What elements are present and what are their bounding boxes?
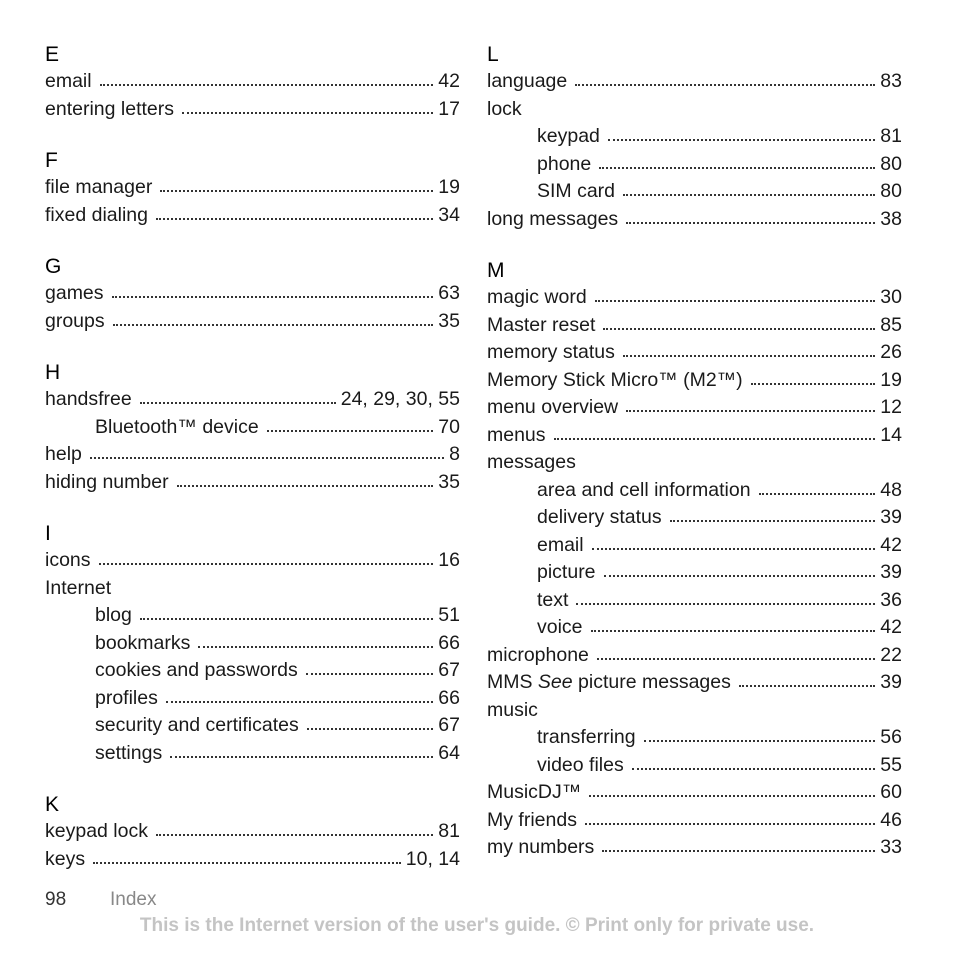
entry-label: Master reset <box>487 313 596 336</box>
index-subentry <box>45 414 460 442</box>
entry-label: security and certificates <box>95 714 299 736</box>
entry-page: 30 <box>880 286 902 308</box>
entry-label: keys <box>45 847 86 870</box>
copyright-note: This is the Internet version of the user's guide. © Print only for private use. <box>139 915 815 936</box>
entry-label: memory status <box>487 341 615 363</box>
index-entry <box>487 312 902 340</box>
index-subentry <box>45 602 460 630</box>
index-letter-g: G <box>45 255 62 278</box>
dot-leader <box>156 832 433 836</box>
index-subentry <box>487 504 902 532</box>
index-subentry <box>487 559 902 587</box>
dot-leader <box>113 322 434 326</box>
entry-page: 70 <box>438 415 460 438</box>
entry-label: cookies and passwords <box>95 659 298 681</box>
entry-label: hiding number <box>45 470 169 493</box>
entry-label: Bluetooth™ device <box>95 415 259 438</box>
entry-page: 63 <box>438 282 460 304</box>
entry-page: 55 <box>880 753 902 776</box>
dot-leader <box>112 294 434 298</box>
index-letter-e: E <box>45 43 60 66</box>
dot-leader <box>170 754 433 758</box>
index-entry <box>45 174 460 202</box>
entry-label: blog <box>95 604 132 626</box>
entry-page: 64 <box>438 741 460 764</box>
section-name: Index <box>110 889 157 910</box>
dot-leader <box>632 766 876 770</box>
index-entry <box>45 280 460 308</box>
entry-page: 60 <box>880 781 902 803</box>
entry-page: 67 <box>438 714 460 736</box>
entry-label: magic word <box>487 286 587 308</box>
entry-page: 81 <box>880 125 902 147</box>
entry-label: long messages <box>487 207 619 230</box>
index-subentry <box>45 740 460 768</box>
entry-label: Internet <box>45 576 112 599</box>
entry-page: 12 <box>880 396 902 418</box>
entry-label: games <box>45 282 104 304</box>
entry-label: My friends <box>487 808 577 831</box>
entry-label: phone <box>537 152 592 175</box>
index-subentry <box>45 657 460 685</box>
index-entry <box>487 642 902 670</box>
entry-label: music <box>487 698 538 721</box>
entry-page: 42 <box>880 616 902 638</box>
dot-leader <box>99 561 434 565</box>
entry-label: email <box>537 533 584 556</box>
entry-page: 39 <box>880 671 902 693</box>
index-entry <box>45 818 460 846</box>
dot-leader <box>626 220 875 224</box>
dot-leader <box>759 491 876 495</box>
entry-page: 26 <box>880 341 902 363</box>
entry-page: 83 <box>880 70 902 92</box>
entry-page: 81 <box>438 820 460 842</box>
entry-page: 56 <box>880 726 902 748</box>
entry-label: bookmarks <box>95 631 191 654</box>
dot-leader <box>599 165 875 169</box>
entry-label: Memory Stick Micro™ (M2™) <box>487 368 743 391</box>
index-subentry <box>487 151 902 179</box>
dot-leader <box>575 82 875 86</box>
index-entry <box>45 308 460 336</box>
dot-leader <box>140 400 336 404</box>
dot-leader <box>306 671 434 675</box>
dot-leader <box>177 483 434 487</box>
entry-page: 80 <box>880 152 902 175</box>
entry-label: keypad <box>537 125 600 147</box>
index-entry <box>45 575 460 603</box>
entry-page: 42 <box>438 70 460 92</box>
entry-page: 42 <box>880 533 902 556</box>
entry-label: lock <box>487 97 522 120</box>
index-entry <box>487 206 902 234</box>
dot-leader <box>623 353 875 357</box>
index-entry <box>45 547 460 575</box>
see-reference: See <box>537 671 573 693</box>
entry-page: 17 <box>438 97 460 120</box>
index-subentry <box>487 614 902 642</box>
entry-label: SIM card <box>537 180 616 202</box>
entry-page: 67 <box>438 659 460 681</box>
entry-label: groups <box>45 309 105 332</box>
entry-label: menus <box>487 423 546 446</box>
dot-leader <box>267 428 434 432</box>
index-subentry <box>487 724 902 752</box>
index-subentry <box>487 532 902 560</box>
entry-page: 35 <box>438 309 460 332</box>
dot-leader <box>160 188 433 192</box>
entry-label: icons <box>45 549 91 571</box>
entry-page: 38 <box>880 207 902 230</box>
page-number: 98 <box>45 889 67 910</box>
dot-leader <box>100 82 434 86</box>
index-entry <box>487 284 902 312</box>
entry-page: 85 <box>880 313 902 336</box>
entry-page: 33 <box>880 836 902 858</box>
entry-label: profiles <box>95 686 158 709</box>
entry-label: email <box>45 70 92 92</box>
entry-page: 35 <box>438 470 460 493</box>
entry-label <box>487 669 731 697</box>
index-letter-k: K <box>45 793 60 816</box>
entry-label: MusicDJ™ <box>487 781 582 803</box>
entry-page: 19 <box>438 176 460 198</box>
index-subentry <box>45 685 460 713</box>
dot-leader <box>602 848 875 852</box>
dot-leader <box>608 137 875 141</box>
index-letter-l: L <box>487 43 499 66</box>
entry-label: delivery status <box>537 506 662 528</box>
index-letter-f: F <box>45 149 58 172</box>
index-entry <box>487 807 902 835</box>
entry-page: 51 <box>438 604 460 626</box>
entry-page: 24, 29, 30, 55 <box>340 388 460 410</box>
entry-label: video files <box>537 753 624 776</box>
dot-leader <box>623 192 875 196</box>
index-subentry <box>45 630 460 658</box>
dot-leader <box>739 683 875 687</box>
dot-leader <box>603 326 875 330</box>
entry-label: menu overview <box>487 396 619 418</box>
entry-page: 14 <box>880 423 902 446</box>
index-entry <box>487 394 902 422</box>
entry-label: help <box>45 443 82 465</box>
index-letter-m: M <box>487 259 505 282</box>
entry-page: 66 <box>438 686 460 709</box>
dot-leader <box>595 298 876 302</box>
index-entry <box>45 469 460 497</box>
index-entry <box>487 367 902 395</box>
entry-page: 80 <box>880 180 902 202</box>
dot-leader <box>592 546 876 550</box>
entry-page: 34 <box>438 203 460 226</box>
entry-page: 10, 14 <box>405 847 460 870</box>
dot-leader <box>751 381 876 385</box>
dot-leader <box>644 738 876 742</box>
entry-page: 66 <box>438 631 460 654</box>
entry-label: text <box>537 588 569 611</box>
entry-label: file manager <box>45 176 153 198</box>
dot-leader <box>597 656 875 660</box>
index-subentry <box>487 477 902 505</box>
index-entry <box>487 669 902 697</box>
index-entry <box>45 441 460 469</box>
entry-page: 46 <box>880 808 902 831</box>
index-subentry <box>45 712 460 740</box>
entry-label-pre: MMS <box>487 671 538 693</box>
index-subentry <box>487 178 902 206</box>
index-entry <box>45 386 460 414</box>
dot-leader <box>585 821 875 825</box>
dot-leader <box>626 408 875 412</box>
dot-leader <box>182 110 433 114</box>
entry-label: entering letters <box>45 97 174 120</box>
index-entry <box>45 846 460 874</box>
entry-page: 39 <box>880 506 902 528</box>
entry-page: 36 <box>880 588 902 611</box>
entry-page: 39 <box>880 561 902 583</box>
dot-leader <box>307 726 434 730</box>
index-entry <box>487 779 902 807</box>
entry-label: picture <box>537 561 596 583</box>
index-entry <box>45 68 460 96</box>
entry-label: language <box>487 70 568 92</box>
index-entry <box>487 339 902 367</box>
dot-leader <box>604 573 876 577</box>
dot-leader <box>670 518 876 522</box>
index-entry <box>487 834 902 862</box>
entry-label: voice <box>537 616 583 638</box>
index-column-left <box>45 42 460 873</box>
entry-page: 48 <box>880 478 902 501</box>
dot-leader <box>140 616 433 620</box>
index-subentry <box>487 123 902 151</box>
entry-label-post: picture messages <box>572 671 731 693</box>
index-entry <box>45 96 460 124</box>
index-entry <box>487 697 902 725</box>
dot-leader <box>93 860 401 864</box>
entry-label: handsfree <box>45 388 132 410</box>
index-entry <box>487 96 902 124</box>
entry-page: 16 <box>438 549 460 571</box>
entry-label: keypad lock <box>45 820 148 842</box>
index-subentry <box>487 587 902 615</box>
index-entry <box>45 202 460 230</box>
entry-page: 19 <box>880 368 902 391</box>
index-entry <box>487 422 902 450</box>
entry-label: microphone <box>487 643 589 666</box>
entry-label: my numbers <box>487 836 595 858</box>
dot-leader <box>156 216 433 220</box>
entry-label: transferring <box>537 726 636 748</box>
index-column-right <box>487 42 902 862</box>
entry-page: 22 <box>880 643 902 666</box>
index-letter-h: H <box>45 361 61 384</box>
dot-leader <box>576 601 875 605</box>
dot-leader <box>591 628 876 632</box>
dot-leader <box>554 436 876 440</box>
entry-label: area and cell information <box>537 478 751 501</box>
entry-label: fixed dialing <box>45 203 148 226</box>
entry-page: 8 <box>449 443 460 465</box>
index-entry <box>487 449 902 477</box>
dot-leader <box>198 644 433 648</box>
index-letter-i: I <box>45 522 51 545</box>
dot-leader <box>166 699 433 703</box>
entry-label: messages <box>487 451 576 473</box>
index-entry <box>487 68 902 96</box>
entry-label: settings <box>95 741 163 764</box>
index-subentry <box>487 752 902 780</box>
dot-leader <box>90 455 444 459</box>
dot-leader <box>589 793 875 797</box>
